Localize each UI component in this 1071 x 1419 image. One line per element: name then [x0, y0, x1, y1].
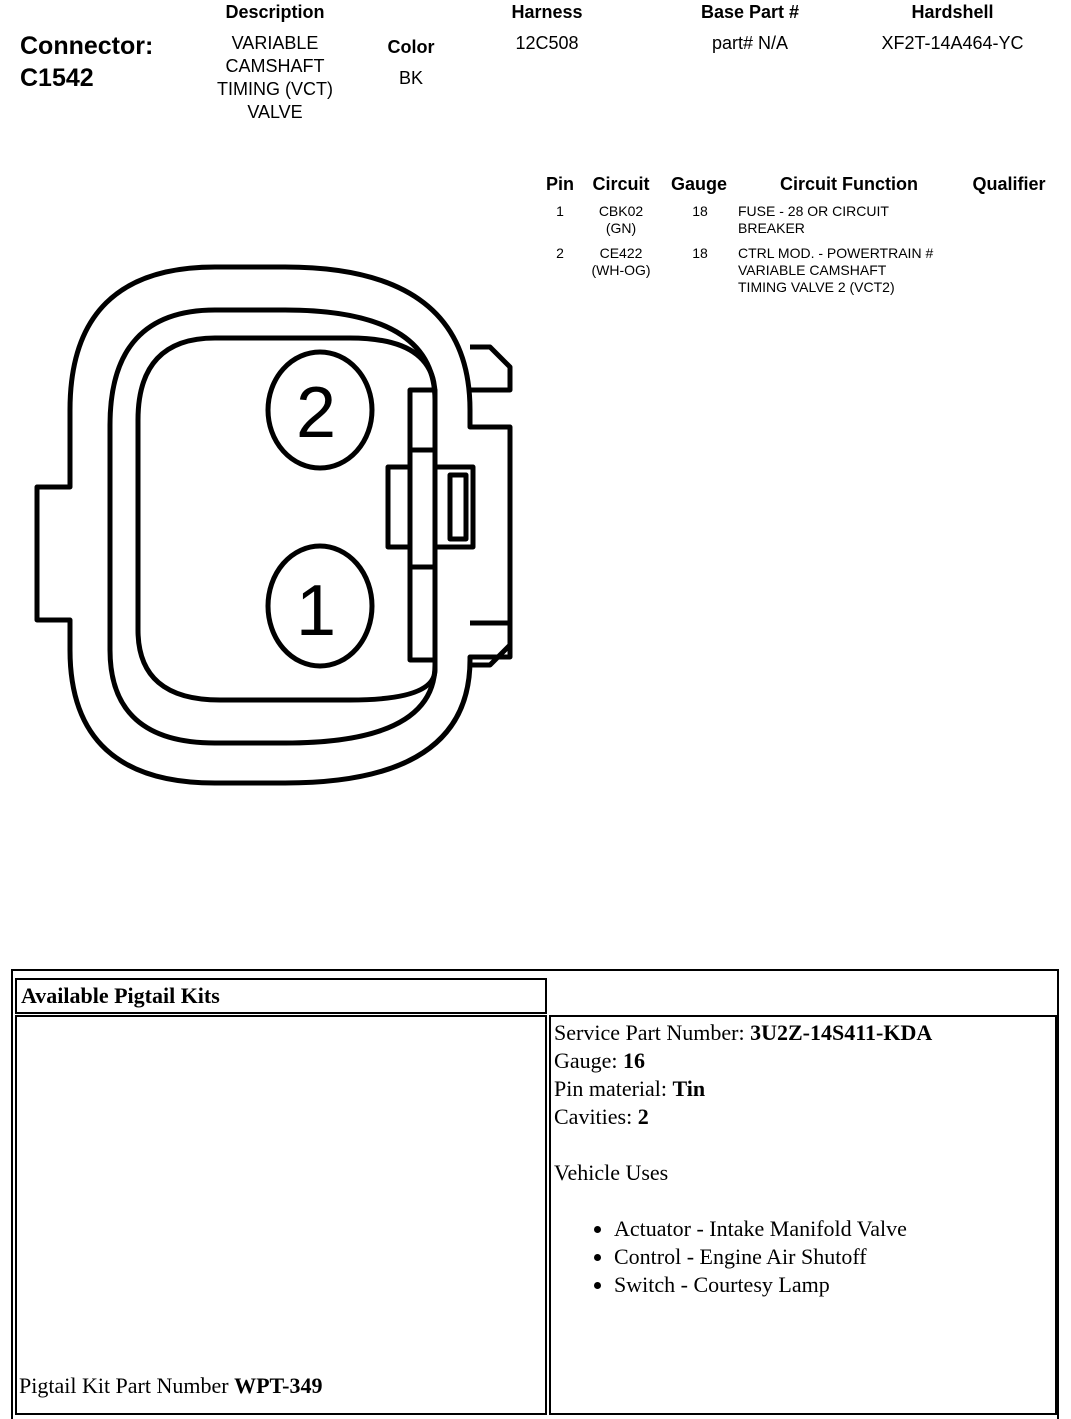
vehicle-use-item: • Control - Engine Air Shutoff: [614, 1243, 1055, 1271]
pin-material-label: Pin material:: [554, 1076, 668, 1101]
pin-label: 2: [295, 373, 337, 453]
pin-function: [738, 203, 978, 237]
pin-material-line: [554, 1075, 1055, 1103]
base-part-title: Base Part #: [700, 2, 800, 22]
hardshell-value: XF2T-14A464-YC: [881, 33, 1024, 53]
pin-table-header-qualifier: Qualifier: [972, 174, 1046, 194]
description-line: CAMSHAFT: [225, 56, 325, 76]
pin-table-header-gauge: Gauge: [670, 174, 727, 194]
connector-label: Connector:: [20, 32, 154, 60]
pigtail-kit-cell: [15, 1015, 547, 1415]
pin-number: 2: [556, 245, 564, 261]
base-part-value: part# N/A: [711, 33, 789, 53]
description-line: VARIABLE: [231, 33, 319, 53]
pin-gauge: 18: [692, 203, 708, 219]
kit-part-label: Pigtail Kit Part Number: [19, 1373, 229, 1398]
kit-part-value: WPT-349: [234, 1373, 323, 1398]
color-value: BK: [398, 68, 423, 88]
vehicle-use-item: • Actuator - Intake Manifold Valve: [614, 1215, 1055, 1243]
vehicle-use-item: • Switch - Courtesy Lamp: [614, 1271, 1055, 1299]
circuit-color: (WH-OG): [591, 262, 651, 278]
pin-circuit: [580, 245, 662, 279]
gauge-label: Gauge:: [554, 1048, 618, 1073]
cavities-value: 2: [637, 1104, 649, 1129]
pigtail-title: Available Pigtail Kits: [21, 983, 220, 1008]
side-clip-upper: [470, 347, 510, 390]
description-line: VALVE: [247, 102, 303, 122]
cavities-line: [554, 1103, 1055, 1131]
description-value: [185, 32, 365, 124]
pin-number: 1: [556, 203, 564, 219]
pin-material-value: Tin: [672, 1076, 706, 1101]
cavities-label: Cavities:: [554, 1104, 633, 1129]
color-title: Color: [387, 37, 435, 57]
pin-gauge: 18: [692, 245, 708, 261]
pin-table-header-circuit: Circuit: [592, 174, 650, 194]
function-line: FUSE - 28 OR CIRCUIT: [738, 203, 889, 219]
circuit-code: CBK02: [598, 203, 644, 219]
function-line: CTRL MOD. - POWERTRAIN #: [738, 245, 934, 261]
pin-function: [738, 245, 978, 296]
pigtail-title-cell: [15, 978, 547, 1014]
service-part-label: Service Part Number:: [554, 1020, 745, 1045]
harness-title: Harness: [511, 2, 583, 22]
function-line: TIMING VALVE 2 (VCT2): [738, 279, 895, 295]
pin-label: 1: [295, 571, 337, 651]
connector-heading: [20, 30, 153, 94]
circuit-code: CE422: [599, 245, 643, 261]
gauge-line: [554, 1047, 1055, 1075]
function-line: BREAKER: [738, 220, 805, 236]
connector-face-diagram: [20, 250, 520, 790]
pin-table-header-function: Circuit Function: [780, 174, 918, 194]
pigtail-details-cell: [549, 1015, 1057, 1415]
service-part-line: [554, 1019, 1055, 1047]
pigtail-kit-part: [19, 1372, 323, 1400]
harness-value: 12C508: [515, 33, 579, 53]
connector-id: C1542: [20, 64, 94, 92]
function-line: VARIABLE CAMSHAFT: [738, 262, 887, 278]
vehicle-uses-list: [554, 1215, 1055, 1299]
latch-tab: [388, 467, 410, 547]
vehicle-uses-label: Vehicle Uses: [554, 1160, 669, 1185]
pin-circuit: [580, 203, 662, 237]
description-line: TIMING (VCT): [217, 79, 333, 99]
hardshell-title: Hardshell: [911, 2, 994, 22]
latch-column: [410, 390, 435, 660]
service-part-value: 3U2Z-14S411-KDA: [750, 1020, 933, 1045]
gauge-value: 16: [623, 1048, 646, 1073]
latch-tab-inner: [450, 475, 466, 539]
circuit-color: (GN): [605, 220, 637, 236]
description-title: Description: [225, 2, 325, 22]
pin-table-header-pin: Pin: [545, 174, 574, 194]
